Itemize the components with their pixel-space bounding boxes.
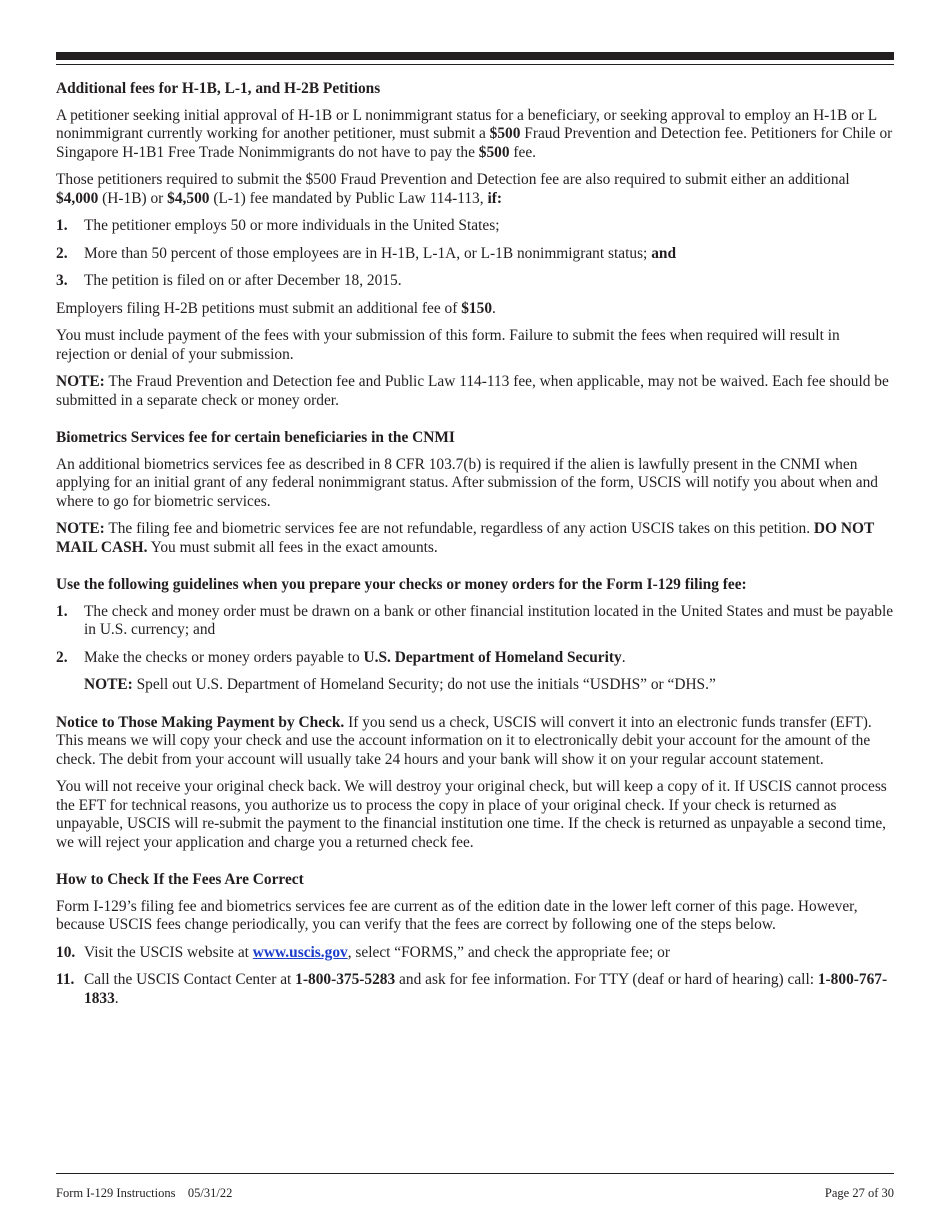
paragraph-fees-current: Form I-129’s filing fee and biometrics services fee are current as of the edition date in the lower left corner of this page. However, because USCIS fees change periodically, you can verify that the fees are correct by following one of the steps below. bbox=[56, 897, 858, 933]
note-fees-not-waived: NOTE: The Fraud Prevention and Detection fee and Public Law 114-113 fee, when applicable, may not be waived. Each fee should be submitted in a separate check or money order. bbox=[56, 373, 889, 409]
footer-page-number: Page 27 of 30 bbox=[824, 1186, 894, 1200]
footer-form-edition: Form I-129 Instructions 05/31/22 bbox=[56, 1186, 233, 1200]
paragraph-biometrics-fee: An additional biometrics services fee as described in 8 CFR 103.7(b) is required if the alien is lawfully present in the CNMI when applying for an initial grant of any federal nonimmigrant status. After submission of the form, USCIS will notify you about when and where to go for biometric services. bbox=[56, 455, 878, 510]
list-item: 3. The petition is filed on or after December 18, 2015. bbox=[56, 272, 402, 289]
list-item: 1. The petitioner employs 50 or more individuals in the United States; bbox=[56, 217, 500, 234]
footer-rule bbox=[56, 1173, 894, 1174]
uscis-website-link[interactable]: www.uscis.gov bbox=[252, 943, 348, 961]
section-heading-check-fees: How to Check If the Fees Are Correct bbox=[56, 871, 304, 888]
paragraph-public-law-fee: Those petitioners required to submit the $500 Fraud Prevention and Detection fee are also required to submit either an additional $4,000 (H-1B) or $4,500 (L-1) fee mandated by Public Law 114-113, if: bbox=[56, 171, 850, 207]
header-rule-thick bbox=[56, 52, 894, 60]
note-spell-out-dhs: NOTE: Spell out U.S. Department of Homeland Security; do not use the initials “USDHS” or “DHS.” bbox=[84, 676, 716, 693]
section-heading-biometrics: Biometrics Services fee for certain beneficiaries in the CNMI bbox=[56, 429, 455, 446]
list-item: 11. Call the USCIS Contact Center at 1-800-375-5283 and ask for fee information. For TTY (deaf or hard of hearing) call: 1-800-767-1833. bbox=[56, 971, 888, 1007]
paragraph-include-payment: You must include payment of the fees with your submission of this form. Failure to submit the fees when required will result in rejection or denial of your submission. bbox=[56, 327, 840, 363]
paragraph-payment-by-check: Notice to Those Making Payment by Check. If you send us a check, USCIS will convert it into an electronic funds transfer (EFT). This means we will copy your check and use the account information on it to electronically debit your account for the amount of the check. The debit from your account will usually take 24 hours and your bank will show it on your regular account statement. bbox=[56, 713, 872, 768]
list-item: 1. The check and money order must be drawn on a bank or other financial institution located in the United States and must be payable in U.S. currency; and bbox=[56, 602, 894, 638]
section-heading-additional-fees: Additional fees for H-1B, L-1, and H-2B Petitions bbox=[56, 80, 381, 97]
list-item: 2. Make the checks or money orders payable to U.S. Department of Homeland Security. bbox=[56, 648, 626, 666]
paragraph-original-check: You will not receive your original check back. We will destroy your original check, but will keep a copy of it. If USCIS cannot process the EFT for technical reasons, you authorize us to process the copy in place of your original check. If your check is returned as unpayable, USCIS will re-submit the payment to the financial institution one time. If the check is returned as unpayable a second time, we will reject your application and charge you a returned check fee. bbox=[56, 778, 887, 851]
section-heading-check-guidelines: Use the following guidelines when you prepare your checks or money orders for the Form I-129 filing fee: bbox=[56, 576, 747, 593]
note-not-refundable: NOTE: The filing fee and biometric services fee are not refundable, regardless of any action USCIS takes on this petition. DO NOT MAIL CASH. You must submit all fees in the exact amounts. bbox=[56, 520, 874, 556]
page-content bbox=[56, 80, 894, 1017]
header-rule-thin bbox=[56, 64, 894, 65]
list-item: 10. Visit the USCIS website at www.uscis.gov, select “FORMS,” and check the appropriate fee; or bbox=[56, 943, 670, 961]
paragraph-h2b-fee: Employers filing H-2B petitions must submit an additional fee of $150. bbox=[56, 299, 496, 317]
paragraph-fraud-fee: A petitioner seeking initial approval of H-1B or L nonimmigrant status for a beneficiary, or seeking approval to employ an H-1B or L nonimmigrant currently working for another petitioner, must submit a $500 Fraud Prevention and Detection fee. Petitioners for Chile or Singapore H-1B1 Free Trade Nonimmigrants do not have to pay the $500 fee. bbox=[56, 106, 893, 161]
list-item: 2. More than 50 percent of those employees are in H-1B, L-1A, or L-1B nonimmigrant status; and bbox=[56, 244, 677, 262]
